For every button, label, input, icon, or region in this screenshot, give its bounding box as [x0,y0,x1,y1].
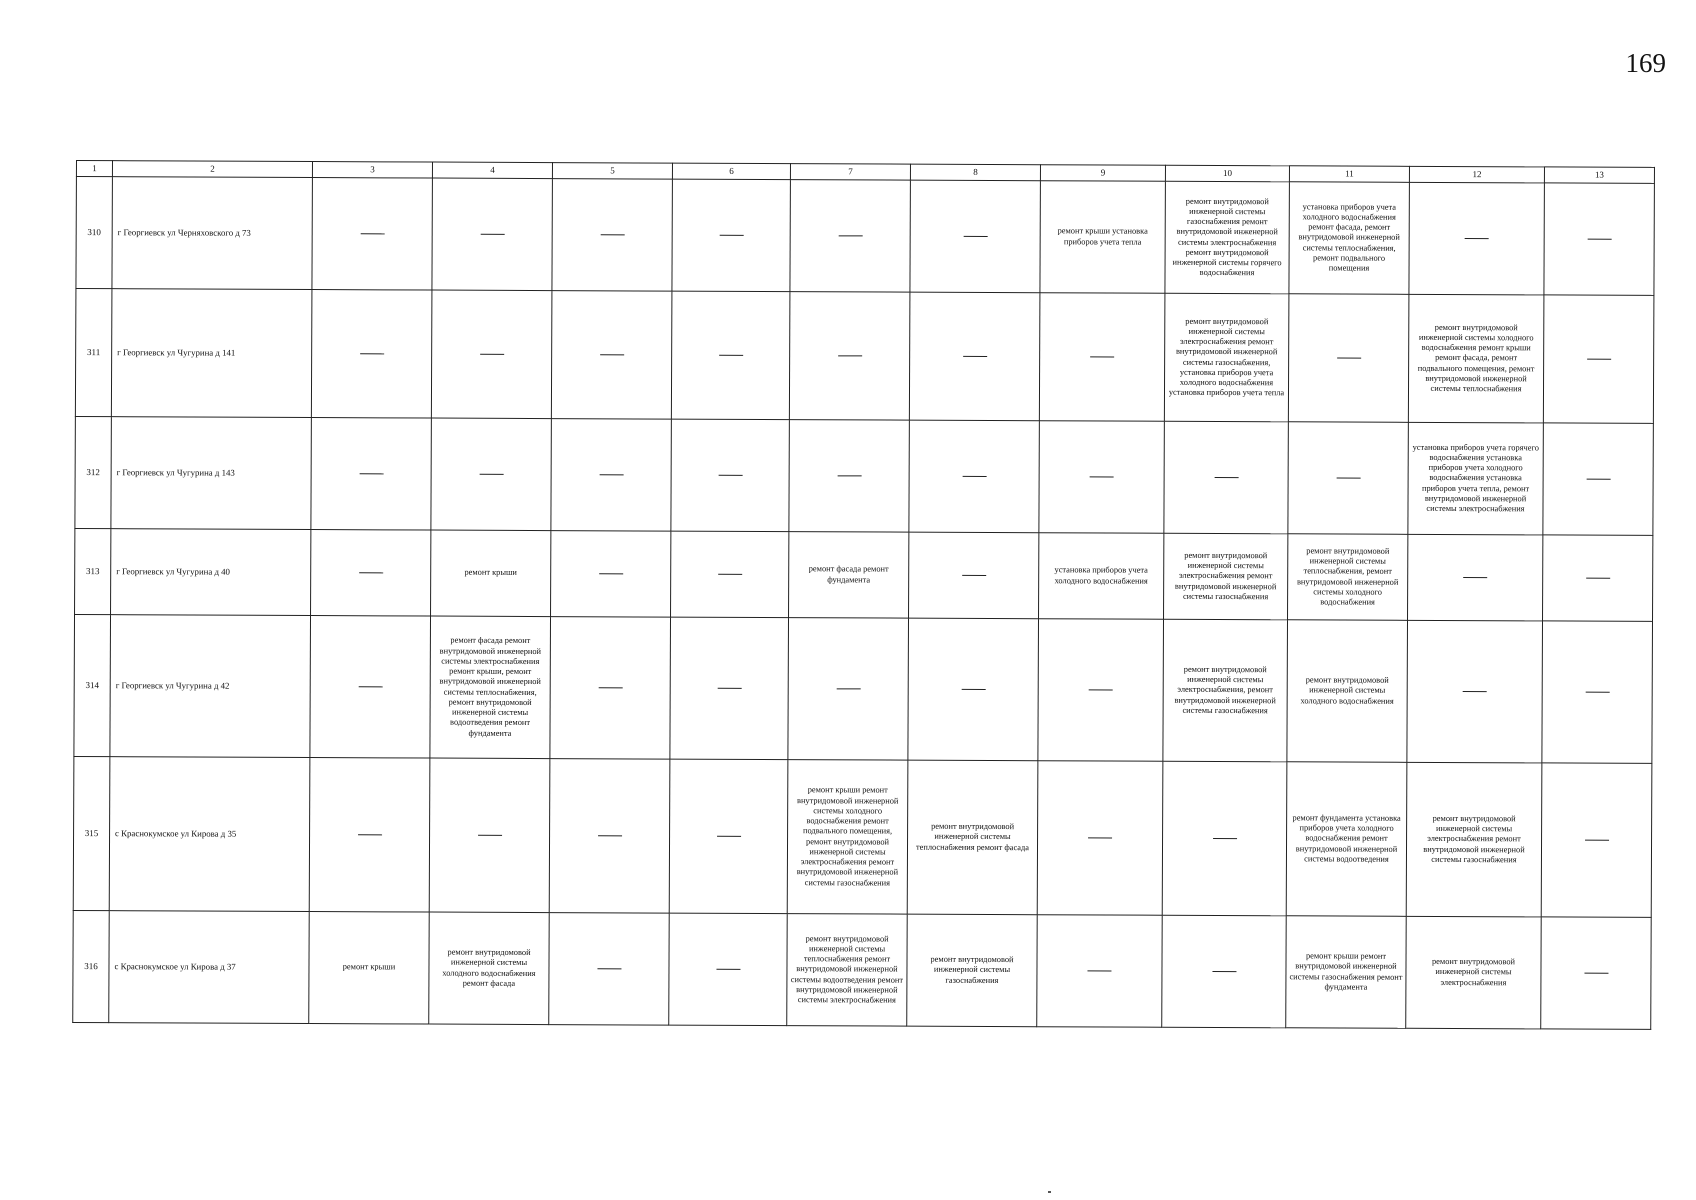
empty-cell [429,758,550,913]
dash-mark [599,474,623,475]
empty-cell [549,913,669,1026]
dash-mark [360,233,384,234]
dash-mark [1337,357,1361,358]
dash-mark [719,355,743,356]
column-number-header: 7 [790,164,910,181]
dash-mark [480,234,504,235]
dash-mark [359,572,383,573]
dash-mark [836,688,860,689]
empty-cell [549,759,670,914]
dash-mark [718,574,742,575]
empty-cell [669,759,788,914]
table-row [75,289,1654,424]
empty-cell [551,291,672,420]
work-description-cell: ремонт крыши ремонт внутридомовой инженерной системы холодного водоснабжения ремонт подвального помещения, ремонт внутридомовой инженерной системы электроснабжения ремонт внутридомовой инженерной системы газоснабжения [787,760,908,915]
row-number-cell: 315 [73,756,110,910]
empty-cell [1543,295,1654,423]
work-description-cell: ремонт крыши [431,530,551,617]
empty-cell [551,531,671,618]
dash-mark [599,573,623,574]
work-description-cell: ремонт внутридомовой инженерной системы теплоснабжения, ремонт внутридомовой инженерной системы холодного водоснабжения [1288,534,1408,621]
dash-mark [598,687,622,688]
address-cell: с Краснокумское ул Кирова д 35 [109,757,310,912]
table-row [74,614,1653,763]
dash-mark [716,969,740,970]
row-number-cell: 316 [73,910,109,1022]
dash-mark [1465,238,1489,239]
work-description-cell: ремонт фасада ремонт внутридомовой инженерной системы электроснабжения ремонт крыши, ремонт внутридомовой инженерной системы теплоснабжения, ремонт внутридомовой инженерной системы водоотведения ремонт фундамента [430,616,551,759]
empty-cell [1541,917,1651,1029]
dash-mark [479,474,503,475]
dash-mark [1090,356,1114,357]
work-description-cell: установка приборов учета холодного водоснабжения ремонт фасада, ремонт внутридомовой инженерной системы теплоснабжения, ремонт подвального помещения [1289,182,1409,295]
scan-speck [1048,1191,1051,1193]
dash-mark [1212,971,1236,972]
empty-cell [671,531,789,618]
empty-cell [1162,761,1287,916]
column-number-header: 12 [1409,166,1544,183]
dash-mark [1463,691,1487,692]
work-description-cell: ремонт крыши установка приборов учета тепла [1040,181,1165,294]
dash-mark [719,235,743,236]
empty-cell [672,179,790,292]
empty-cell [790,180,910,293]
empty-cell [1542,621,1653,763]
dash-mark [962,575,986,576]
column-number-header: 3 [312,162,432,179]
empty-cell [789,420,909,533]
empty-cell [1164,421,1288,534]
work-description-cell: ремонт фундамента установка приборов учета холодного водоснабжения ремонт внутридомовой инженерной системы водоотведения [1286,762,1407,917]
address-cell: с Краснокумское ул Кирова д 37 [109,911,309,1024]
empty-cell [311,290,432,419]
work-description-cell: ремонт внутридомовой инженерной системы холодного водоснабжения ремонт фасада [429,912,549,1025]
work-description-cell: ремонт внутридомовой инженерной системы холодного водоснабжения [1287,620,1408,763]
table-row [76,177,1654,296]
column-number-header: 8 [910,164,1040,181]
empty-cell [669,913,787,1026]
dash-mark [961,689,985,690]
work-description-cell: ремонт внутридомовой инженерной системы электроснабжения [1406,916,1541,1029]
dash-mark [358,686,382,687]
empty-cell [1039,421,1164,534]
work-description-cell: ремонт внутридомовой инженерной системы газоснабжения ремонт внутридомовой инженерной системы электроснабжения ремонт внутридомовой инженерной системы горячего водоснабжения [1165,181,1289,294]
dash-mark [1584,973,1608,974]
dash-mark [1336,477,1360,478]
empty-cell [1037,915,1162,1028]
dash-mark [360,353,384,354]
empty-cell [671,419,789,532]
dash-mark [480,354,504,355]
empty-cell [431,418,551,531]
column-number-header: 4 [432,162,552,179]
empty-cell [670,617,789,760]
address-cell: г Георгиевск ул Чугурина д 141 [111,289,312,418]
empty-cell [1544,183,1654,295]
column-number-header: 5 [552,163,672,180]
empty-cell [1288,422,1408,535]
dash-mark [717,836,741,837]
row-number-cell: 313 [75,528,111,614]
dash-mark [1587,239,1611,240]
empty-cell [909,420,1039,533]
table-row [73,756,1652,917]
work-description-cell: ремонт внутридомовой инженерной системы газоснабжения [907,914,1037,1027]
dash-mark [1214,477,1238,478]
empty-cell [908,618,1039,761]
empty-cell [909,532,1039,619]
empty-cell [311,530,431,617]
dash-mark [1087,970,1111,971]
address-cell: г Георгиевск ул Чугурина д 42 [110,615,311,758]
column-number-header: 1 [76,161,112,177]
dash-mark [718,475,742,476]
dash-mark [1089,689,1113,690]
empty-cell [1039,293,1165,422]
work-description-cell: ремонт внутридомовой инженерной системы теплоснабжения ремонт фасада [907,760,1038,915]
dash-mark [600,234,624,235]
column-number-header: 2 [112,161,312,178]
column-number-header: 11 [1289,166,1409,183]
row-number-cell: 312 [75,416,111,528]
work-description-cell: установка приборов учета холодного водоснабжения [1039,533,1164,620]
empty-cell [550,617,671,760]
dash-mark [837,475,861,476]
dash-mark [359,473,383,474]
work-description-cell: ремонт внутридомовой инженерной системы теплоснабжения ремонт внутридомовой инженерной системы водоотведения ремонт внутридомовой инженерной системы электроснабжения [787,914,907,1027]
empty-cell [1037,761,1163,916]
empty-cell [431,290,552,419]
empty-cell [671,291,790,420]
empty-cell [551,419,671,532]
work-description-cell: ремонт крыши [309,912,429,1025]
dash-mark [597,968,621,969]
dash-mark [1088,837,1112,838]
empty-cell [1543,423,1653,535]
table-body [73,177,1655,1030]
dash-mark [1585,840,1609,841]
dash-mark [1213,838,1237,839]
dash-mark [838,235,862,236]
work-description-cell: ремонт фасада ремонт фундамента [789,532,909,619]
empty-cell [309,758,430,913]
empty-cell [1543,535,1653,621]
table-row [75,416,1653,535]
empty-cell [910,180,1040,293]
column-number-header: 9 [1040,165,1165,182]
column-number-header: 13 [1544,167,1654,183]
dash-mark [1587,359,1611,360]
page-number: 169 [1625,48,1666,78]
dash-mark [962,476,986,477]
empty-cell [311,418,431,531]
row-number-cell: 314 [74,614,111,756]
address-cell: г Георгиевск ул Чугурина д 40 [111,529,311,616]
empty-cell [312,178,432,291]
work-description-cell: ремонт внутридомовой инженерной системы электроснабжения ремонт внутридомовой инженерной системы газоснабжения [1164,533,1288,620]
empty-cell [1288,294,1409,423]
empty-cell [432,178,552,291]
work-description-cell: ремонт внутридомовой инженерной системы электроснабжения ремонт внутридомовой инженерной системы газоснабжения, установка приборов учета холодного водоснабжения установка приборов учета тепла [1164,293,1289,422]
work-description-cell: ремонт внутридомовой инженерной системы холодного водоснабжения ремонт крыши ремонт фасада, ремонт подвального помещения, ремонт внутридомовой инженерной системы теплоснабжения [1408,294,1544,423]
dash-mark [358,834,382,835]
empty-cell [310,616,431,759]
dash-mark [478,835,502,836]
column-number-header: 10 [1165,165,1289,182]
work-description-cell: установка приборов учета горячего водоснабжения установка приборов учета холодного водоснабжения установка приборов учета тепла, ремонт внутридомовой инженерной системы электроснабжения [1408,422,1543,535]
dash-mark [963,356,987,357]
dash-mark [1090,476,1114,477]
dash-mark [963,236,987,237]
empty-cell [1038,619,1164,762]
repair-schedule-table [72,160,1655,1030]
dash-mark [1586,479,1610,480]
dash-mark [838,355,862,356]
repair-schedule-table-wrapper [72,160,1654,1030]
address-cell: г Георгиевск ул Чугурина д 143 [111,417,311,530]
dash-mark [598,835,622,836]
empty-cell [1541,763,1652,917]
empty-cell [789,292,910,421]
empty-cell [1409,182,1544,295]
work-description-cell: ремонт крыши ремонт внутридомовой инженерной системы газоснабжения ремонт фундамента [1286,916,1406,1029]
empty-cell [788,618,909,761]
empty-cell [552,179,672,292]
table-row [73,910,1651,1029]
row-number-cell: 310 [76,177,112,289]
dash-mark [1586,578,1610,579]
dash-mark [1585,692,1609,693]
empty-cell [1408,534,1543,621]
column-number-header: 6 [672,163,790,180]
dash-mark [717,688,741,689]
work-description-cell: ремонт внутридомовой инженерной системы электроснабжения ремонт внутридомовой инженерной системы газоснабжения [1406,762,1542,917]
empty-cell [1407,620,1543,763]
empty-cell [1162,915,1286,1028]
table-row [75,528,1653,621]
dash-mark [1463,577,1487,578]
row-number-cell: 311 [75,289,112,417]
dash-mark [600,354,624,355]
work-description-cell: ремонт внутридомовой инженерной системы электроснабжения, ремонт внутридомовой инженерной системы газоснабжения [1163,619,1288,762]
empty-cell [909,292,1040,421]
address-cell: г Георгиевск ул Черняховского д 73 [112,177,312,290]
